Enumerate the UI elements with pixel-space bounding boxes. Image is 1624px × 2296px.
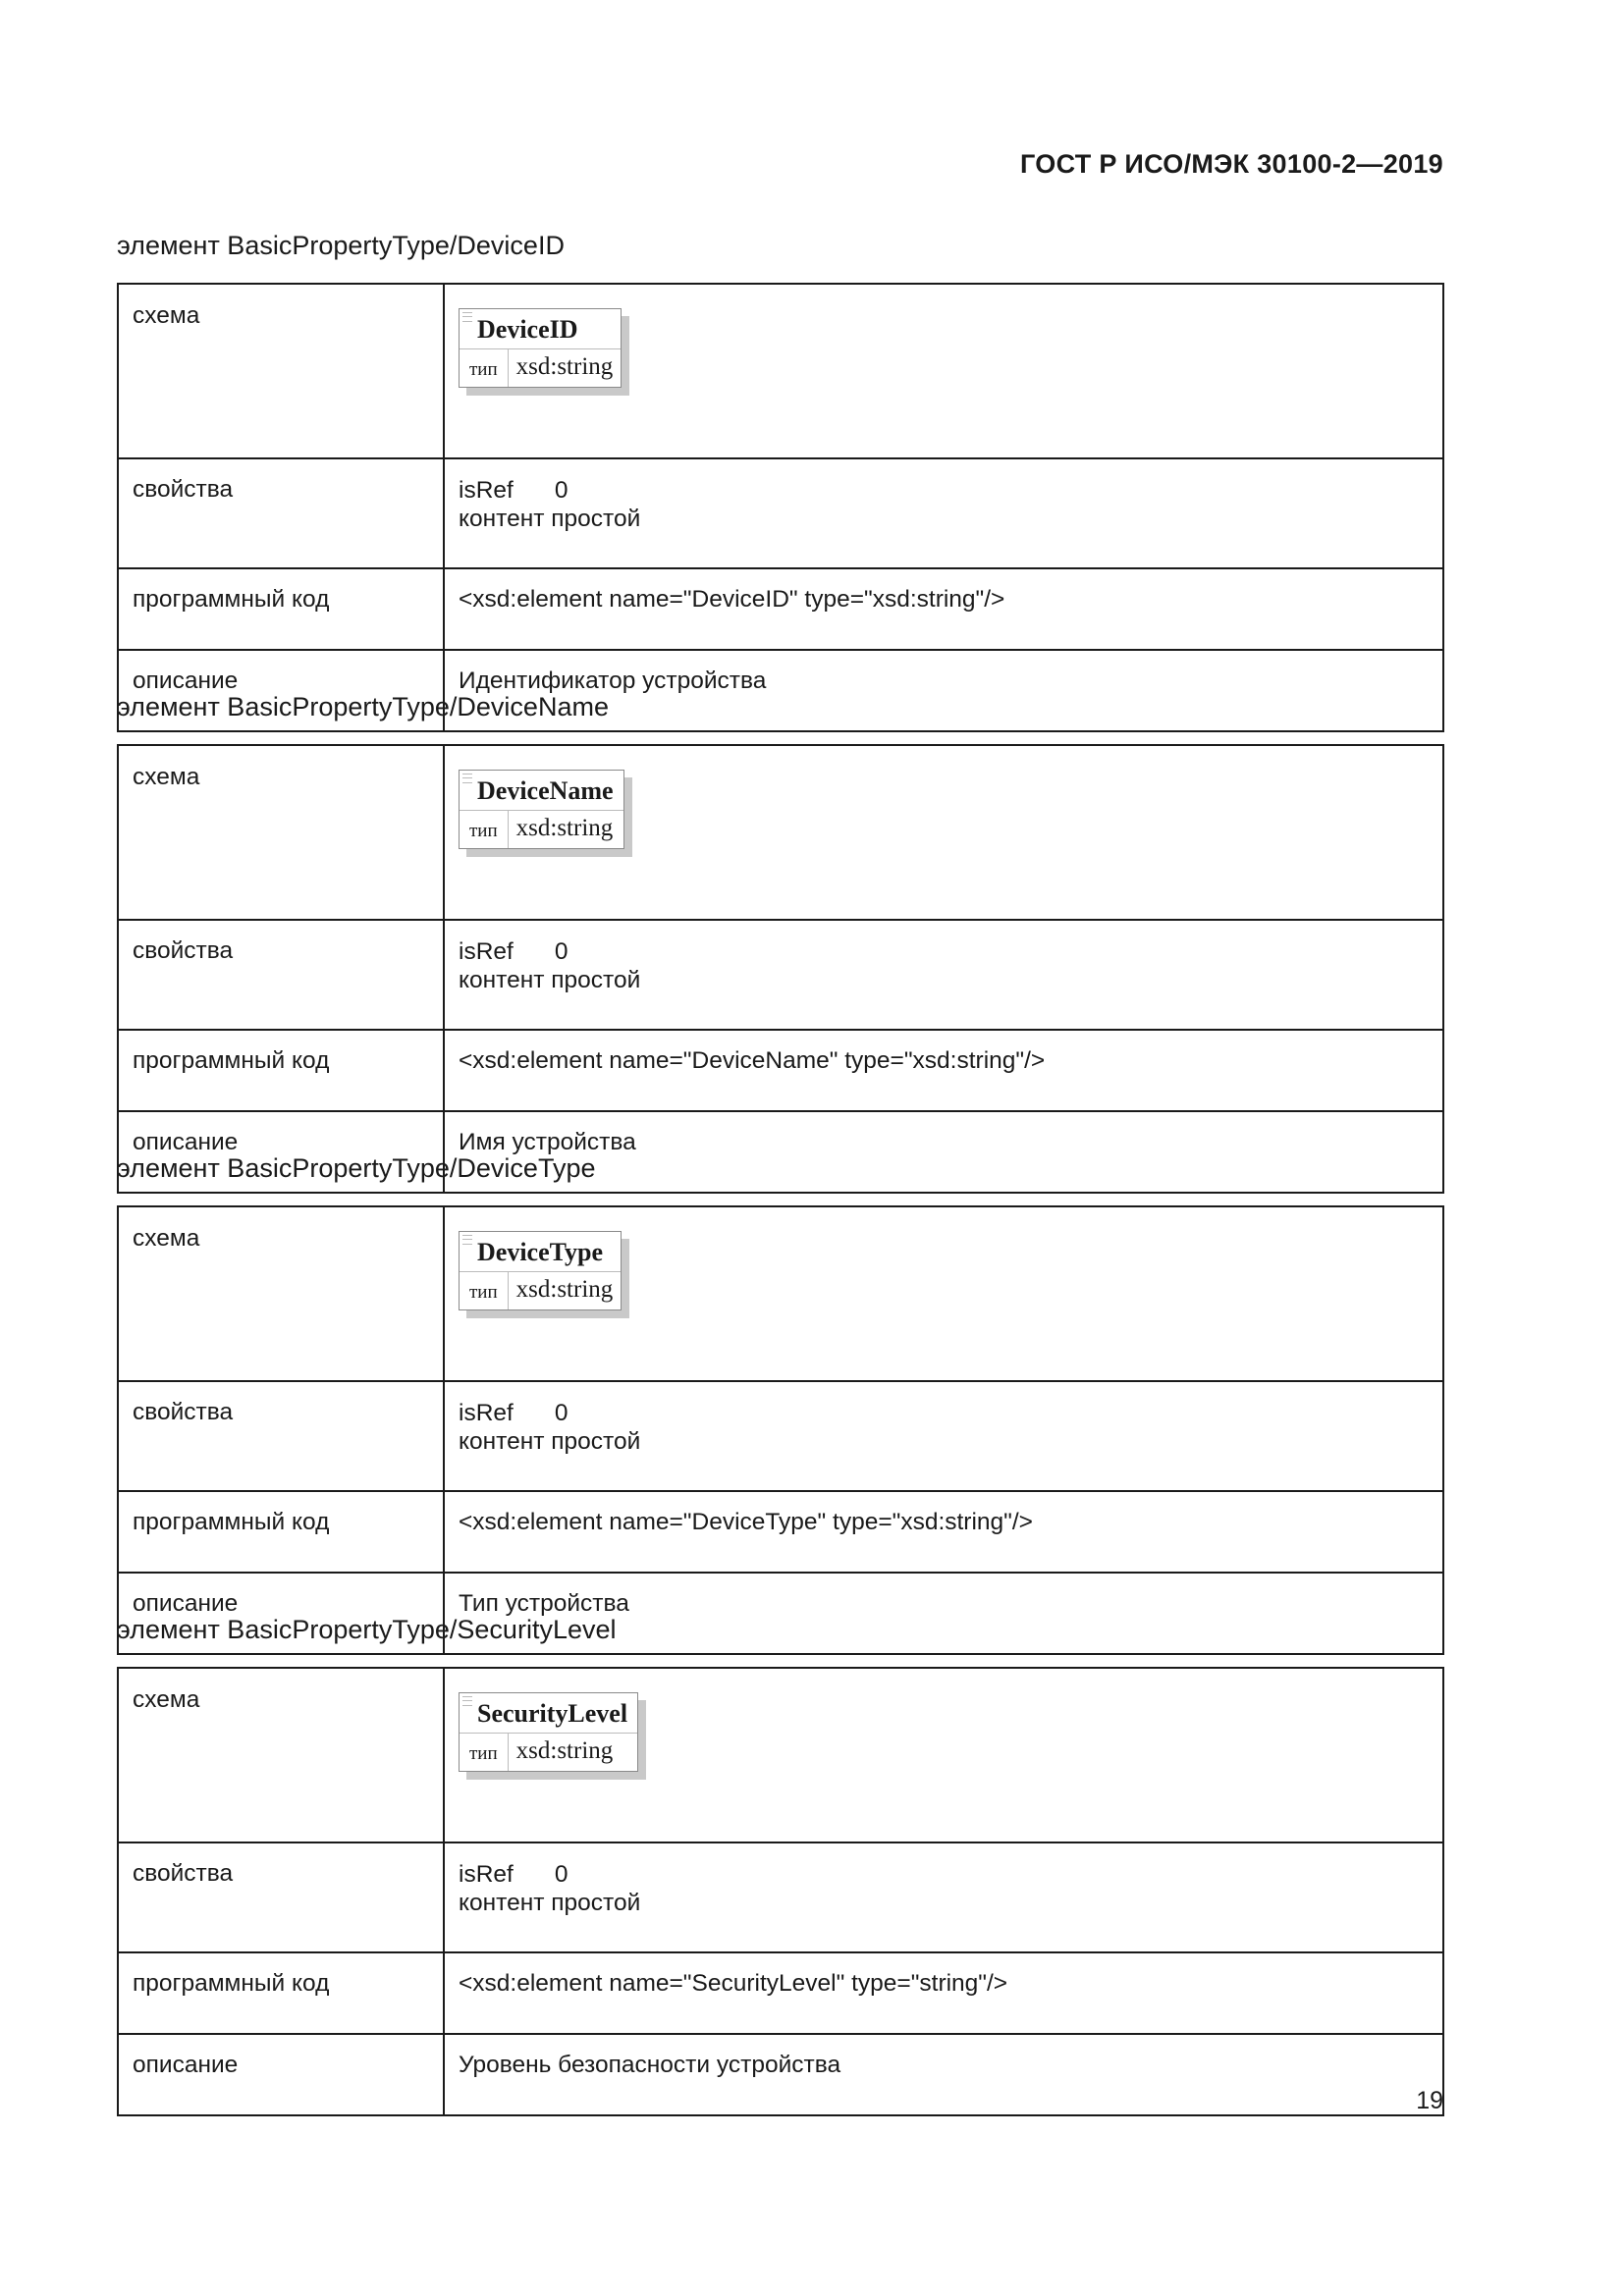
schema-diagram <box>459 770 624 849</box>
code-value: <xsd:element name="DeviceName" type="xsd:string"/> <box>444 1030 1443 1111</box>
element-icon <box>462 774 472 783</box>
schema-type-value: xsd:string <box>515 353 614 380</box>
schema-cell <box>444 745 1443 920</box>
schema-diagram <box>459 308 622 388</box>
content-type: контент простой <box>459 506 641 532</box>
properties-cell <box>444 920 1443 1030</box>
element-section <box>117 1610 1444 2116</box>
content-type: контент простой <box>459 967 641 993</box>
table-row <box>118 568 1443 650</box>
schema-label: схема <box>118 745 444 920</box>
schema-type-value: xsd:string <box>515 815 614 841</box>
code-label: программный код <box>118 1491 444 1573</box>
description-label: описание <box>118 1573 444 1654</box>
section-title: элемент BasicPropertyType/DeviceName <box>117 692 609 721</box>
description-label: описание <box>118 650 444 731</box>
schema-label: схема <box>118 284 444 458</box>
element-spec-table <box>117 744 1444 1194</box>
description-value: Уровень безопасности устройства <box>444 2034 1443 2115</box>
schema-type-label: тип <box>460 1272 509 1309</box>
properties-cell <box>444 458 1443 568</box>
description-label: описание <box>118 1111 444 1193</box>
element-icon <box>462 312 472 322</box>
element-spec-table <box>117 283 1444 732</box>
element-icon <box>462 1235 472 1245</box>
section-title: элемент BasicPropertyType/DeviceID <box>117 231 565 260</box>
schema-diagram <box>459 1231 622 1310</box>
schema-type-value: xsd:string <box>515 1276 614 1303</box>
schema-cell <box>444 1206 1443 1381</box>
element-section <box>117 226 1444 732</box>
element-section <box>117 1148 1444 1655</box>
description-value: Тип устройства <box>444 1573 1443 1654</box>
element-icon <box>462 1696 472 1706</box>
schema-cell <box>444 284 1443 458</box>
code-label: программный код <box>118 1030 444 1111</box>
table-row <box>118 745 1443 920</box>
is-ref-value: 0 <box>554 938 568 965</box>
section-title: элемент BasicPropertyType/DeviceType <box>117 1153 596 1183</box>
code-value: <xsd:element name="DeviceID" type="xsd:string"/> <box>444 568 1443 650</box>
schema-label: схема <box>118 1206 444 1381</box>
table-row <box>118 1381 1443 1491</box>
element-spec-table <box>117 1667 1444 2116</box>
table-row <box>118 284 1443 458</box>
element-section <box>117 687 1444 1194</box>
table-row <box>118 1842 1443 1952</box>
is-ref-value: 0 <box>554 477 568 504</box>
table-row <box>118 1952 1443 2034</box>
content-type: контент простой <box>459 1428 641 1455</box>
description-label: описание <box>118 2034 444 2115</box>
properties-label: свойства <box>118 1381 444 1491</box>
table-row <box>118 2034 1443 2115</box>
element-spec-table <box>117 1205 1444 1655</box>
description-value: Идентификатор устройства <box>444 650 1443 731</box>
properties-cell <box>444 1842 1443 1952</box>
description-value: Имя устройства <box>444 1111 1443 1193</box>
schema-element-name: DeviceID <box>460 309 621 349</box>
schema-type-value: xsd:string <box>515 1737 614 1764</box>
table-row <box>118 1030 1443 1111</box>
is-ref-value: 0 <box>554 1861 568 1888</box>
section-title: элемент BasicPropertyType/SecurityLevel <box>117 1615 617 1644</box>
code-value: <xsd:element name="DeviceType" type="xsd:string"/> <box>444 1491 1443 1573</box>
properties-cell <box>444 1381 1443 1491</box>
table-row <box>118 920 1443 1030</box>
properties-label: свойства <box>118 458 444 568</box>
schema-element-name: DeviceType <box>460 1232 621 1272</box>
schema-element-name: SecurityLevel <box>460 1693 637 1734</box>
schema-type-label: тип <box>460 1734 509 1771</box>
schema-label: схема <box>118 1668 444 1842</box>
schema-element-name: DeviceName <box>460 771 623 811</box>
table-row <box>118 1206 1443 1381</box>
schema-cell <box>444 1668 1443 1842</box>
is-ref-label: isRef <box>459 1861 514 1888</box>
properties-label: свойства <box>118 1842 444 1952</box>
schema-type-label: тип <box>460 811 509 848</box>
properties-label: свойства <box>118 920 444 1030</box>
table-row <box>118 1668 1443 1842</box>
is-ref-value: 0 <box>554 1400 568 1426</box>
content-type: контент простой <box>459 1890 641 1916</box>
schema-diagram <box>459 1692 638 1772</box>
is-ref-label: isRef <box>459 1400 514 1426</box>
table-row <box>118 458 1443 568</box>
page-number: 19 <box>1416 2087 1443 2114</box>
is-ref-label: isRef <box>459 938 514 965</box>
schema-type-label: тип <box>460 349 509 387</box>
is-ref-label: isRef <box>459 477 514 504</box>
standard-header: ГОСТ Р ИСО/МЭК 30100-2—2019 <box>1020 149 1443 179</box>
code-label: программный код <box>118 1952 444 2034</box>
table-row <box>118 1491 1443 1573</box>
code-label: программный код <box>118 568 444 650</box>
code-value: <xsd:element name="SecurityLevel" type="string"/> <box>444 1952 1443 2034</box>
